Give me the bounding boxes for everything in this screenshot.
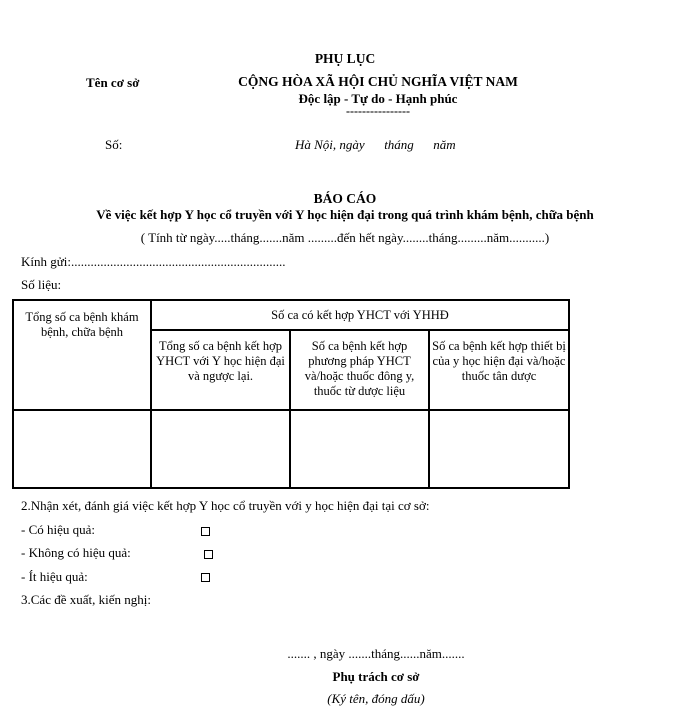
report-period: ( Tính từ ngày.....tháng.......năm .........đến hết ngày........tháng.........năm...........): [140, 230, 550, 245]
country-name: CỘNG HÒA XÃ HỘI CHỦ NGHĨA VIỆT NAM: [238, 74, 518, 89]
option-less-effective-label: - Ít hiệu quả:: [21, 569, 88, 584]
national-motto: Độc lập - Tự do - Hạnh phúc: [298, 91, 458, 106]
total-cases-header: Tổng số ca bệnh khám bệnh, chữa bệnh: [13, 300, 151, 410]
option-effective-label: - Có hiệu quả:: [21, 522, 96, 537]
proposals-heading: 3.Các đề xuất, kiến nghị:: [21, 592, 151, 607]
table-cell[interactable]: [151, 410, 290, 488]
facility-name-label: Tên cơ sở: [86, 75, 140, 90]
option-effective-checkbox[interactable]: [201, 527, 210, 536]
traditional-method-header: Số ca bệnh kết hợp phương pháp YHCT và/hoặc thuốc đông y, thuốc từ dược liệu: [290, 330, 429, 410]
data-label: Số liệu:: [21, 277, 62, 292]
cases-table: [12, 299, 570, 489]
table-cell[interactable]: [429, 410, 569, 488]
modern-equipment-header: Số ca bệnh kết hợp thiết bị của y học hiện đại và/hoặc thuốc tân dược: [429, 330, 569, 410]
table-cell[interactable]: [13, 410, 151, 488]
option-less-effective-checkbox[interactable]: [201, 573, 210, 582]
document-number-label: Số:: [105, 137, 123, 152]
report-title: BÁO CÁO: [313, 191, 377, 206]
combined-cases-header: Số ca có kết hợp YHCT với YHHĐ: [151, 300, 569, 330]
place-date-line: Hà Nội, ngày tháng năm: [295, 137, 456, 152]
signature-note: (Ký tên, đóng dấu): [327, 691, 425, 706]
signature-title: Phụ trách cơ sở: [332, 669, 420, 684]
assessment-heading: 2.Nhận xét, đánh giá việc kết hợp Y học cổ truyền với y học hiện đại tại cơ sở:: [21, 498, 430, 513]
motto-divider: ----------------: [346, 104, 410, 118]
option-not-effective-checkbox[interactable]: [204, 550, 213, 559]
option-not-effective-label: - Không có hiệu quả:: [21, 545, 131, 560]
recipient-line: Kính gửi:..................................................................: [21, 254, 286, 269]
table-row: [13, 410, 569, 488]
appendix-title: PHỤ LỤC: [314, 51, 376, 66]
report-subtitle: Về việc kết hợp Y học cổ truyền với Y học hiện đại trong quá trình khám bệnh, chữa bệnh: [96, 207, 594, 222]
signature-date-line: ....... , ngày .......tháng......năm.......: [287, 646, 465, 661]
combined-total-header: Tổng số ca bệnh kết hợp YHCT với Y học hiện đại và ngược lại.: [151, 330, 290, 410]
table-cell[interactable]: [290, 410, 429, 488]
